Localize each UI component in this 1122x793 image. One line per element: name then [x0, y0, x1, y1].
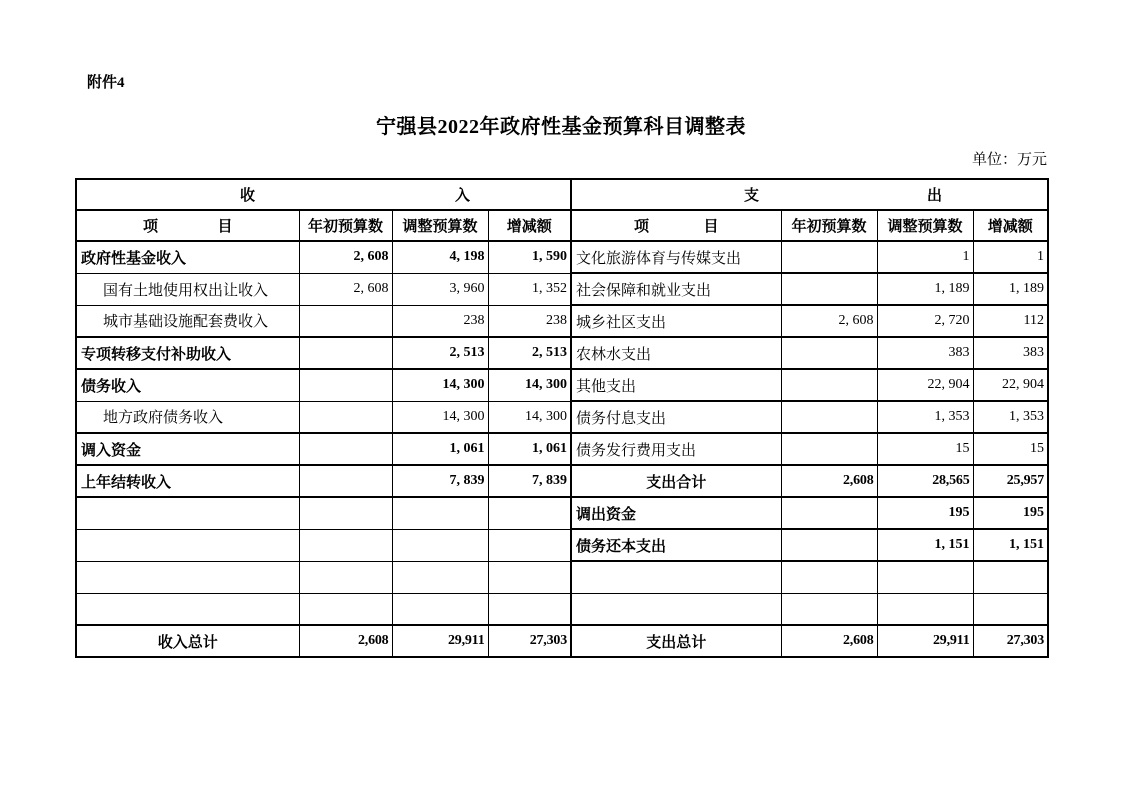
- expense-adjusted-cell: 22, 904: [877, 369, 973, 401]
- income-change-cell: [488, 497, 571, 529]
- income-adjusted-column-header: 调整预算数: [392, 210, 488, 241]
- expense-change-cell: 25,957: [973, 465, 1048, 497]
- income-adjusted-cell: [392, 529, 488, 561]
- table-header: [76, 179, 1048, 241]
- section-header-row: [76, 179, 1048, 210]
- expense-initial-cell: [781, 337, 877, 369]
- table-row: [76, 273, 1048, 305]
- income-adjusted-cell: [392, 497, 488, 529]
- page-title: 宁强县2022年政府性基金预算科目调整表: [376, 116, 746, 138]
- expense-item-column-header: 项 目: [571, 210, 781, 241]
- income-change-cell: 1, 352: [488, 273, 571, 305]
- expense-change-cell: 1: [973, 241, 1048, 273]
- income-adjusted-cell: 2, 513: [392, 337, 488, 369]
- income-section-header: 收 入: [76, 179, 571, 210]
- expense-item-cell: [571, 593, 781, 625]
- expense-change-cell: 15: [973, 433, 1048, 465]
- expense-item-cell: 债务付息支出: [571, 401, 781, 433]
- expense-adjusted-cell: 383: [877, 337, 973, 369]
- income-item-cell: [76, 561, 299, 593]
- expense-item-cell: 文化旅游体育与传媒支出: [571, 241, 781, 273]
- income-adjusted-cell: 29,911: [392, 625, 488, 657]
- expense-adjusted-column-header: 调整预算数: [877, 210, 973, 241]
- expense-change-cell: 27,303: [973, 625, 1048, 657]
- expense-change-cell: 1, 189: [973, 273, 1048, 305]
- income-change-cell: 7, 839: [488, 465, 571, 497]
- table-row: [76, 241, 1048, 273]
- table-row: [76, 305, 1048, 337]
- income-item-cell: 调入资金: [76, 433, 299, 465]
- expense-initial-cell: [781, 593, 877, 625]
- income-item-cell: 专项转移支付补助收入: [76, 337, 299, 369]
- income-item-cell: 国有土地使用权出让收入: [76, 273, 299, 305]
- expense-change-cell: 112: [973, 305, 1048, 337]
- income-change-column-header: 增减额: [488, 210, 571, 241]
- income-item-cell: 上年结转收入: [76, 465, 299, 497]
- income-change-cell: [488, 561, 571, 593]
- income-adjusted-cell: 14, 300: [392, 369, 488, 401]
- expense-item-cell: 支出总计: [571, 625, 781, 657]
- expense-initial-cell: [781, 433, 877, 465]
- income-adjusted-cell: 238: [392, 305, 488, 337]
- expense-item-cell: 债务发行费用支出: [571, 433, 781, 465]
- attachment-label: 附件4: [87, 75, 125, 91]
- expense-adjusted-cell: 15: [877, 433, 973, 465]
- expense-item-cell: 城乡社区支出: [571, 305, 781, 337]
- income-adjusted-cell: 3, 960: [392, 273, 488, 305]
- income-item-column-header: 项 目: [76, 210, 299, 241]
- expense-adjusted-cell: [877, 593, 973, 625]
- income-change-cell: 238: [488, 305, 571, 337]
- expense-initial-cell: [781, 529, 877, 561]
- income-item-cell: 收入总计: [76, 625, 299, 657]
- expense-adjusted-cell: 29,911: [877, 625, 973, 657]
- expense-item-cell: 农林水支出: [571, 337, 781, 369]
- income-item-cell: 政府性基金收入: [76, 241, 299, 273]
- income-adjusted-cell: 1, 061: [392, 433, 488, 465]
- income-initial-cell: [299, 593, 392, 625]
- income-initial-cell: [299, 465, 392, 497]
- expense-change-cell: 1, 353: [973, 401, 1048, 433]
- expense-item-cell: [571, 561, 781, 593]
- expense-adjusted-cell: 1, 189: [877, 273, 973, 305]
- expense-adjusted-cell: 28,565: [877, 465, 973, 497]
- expense-initial-cell: 2, 608: [781, 305, 877, 337]
- expense-initial-cell: [781, 401, 877, 433]
- income-initial-cell: 2, 608: [299, 273, 392, 305]
- table-row: [76, 529, 1048, 561]
- expense-item-cell: 支出合计: [571, 465, 781, 497]
- income-adjusted-cell: 14, 300: [392, 401, 488, 433]
- expense-change-cell: [973, 561, 1048, 593]
- income-item-cell: [76, 529, 299, 561]
- table-row: [76, 337, 1048, 369]
- income-initial-cell: [299, 561, 392, 593]
- expense-adjusted-cell: 1: [877, 241, 973, 273]
- income-initial-column-header: 年初预算数: [299, 210, 392, 241]
- income-initial-cell: [299, 529, 392, 561]
- expense-adjusted-cell: 195: [877, 497, 973, 529]
- table-row: [76, 369, 1048, 401]
- expense-change-cell: [973, 593, 1048, 625]
- expense-initial-cell: [781, 241, 877, 273]
- table-row: [76, 433, 1048, 465]
- income-adjusted-cell: 7, 839: [392, 465, 488, 497]
- income-initial-cell: 2, 608: [299, 241, 392, 273]
- income-item-cell: 债务收入: [76, 369, 299, 401]
- expense-change-cell: 1, 151: [973, 529, 1048, 561]
- income-initial-cell: [299, 337, 392, 369]
- expense-adjusted-cell: 1, 151: [877, 529, 973, 561]
- table-row: [76, 625, 1048, 657]
- expense-initial-cell: 2,608: [781, 625, 877, 657]
- expense-initial-cell: [781, 273, 877, 305]
- expense-item-cell: 社会保障和就业支出: [571, 273, 781, 305]
- expense-adjusted-cell: 1, 353: [877, 401, 973, 433]
- expense-adjusted-cell: [877, 561, 973, 593]
- income-change-cell: 1, 590: [488, 241, 571, 273]
- table-row: [76, 497, 1048, 529]
- income-change-cell: [488, 593, 571, 625]
- income-change-cell: 1, 061: [488, 433, 571, 465]
- expense-initial-cell: [781, 561, 877, 593]
- income-change-cell: [488, 529, 571, 561]
- expense-change-cell: 22, 904: [973, 369, 1048, 401]
- table-body: [76, 241, 1048, 657]
- income-adjusted-cell: [392, 561, 488, 593]
- expense-initial-cell: [781, 497, 877, 529]
- table-row: [76, 593, 1048, 625]
- expense-initial-column-header: 年初预算数: [781, 210, 877, 241]
- expense-section-header: 支 出: [571, 179, 1048, 210]
- expense-adjusted-cell: 2, 720: [877, 305, 973, 337]
- income-item-cell: 地方政府债务收入: [76, 401, 299, 433]
- income-initial-cell: [299, 305, 392, 337]
- income-initial-cell: [299, 497, 392, 529]
- expense-change-cell: 383: [973, 337, 1048, 369]
- income-initial-cell: [299, 401, 392, 433]
- budget-table: [75, 178, 1049, 658]
- table-row: [76, 561, 1048, 593]
- income-item-cell: [76, 497, 299, 529]
- table-row: [76, 401, 1048, 433]
- expense-initial-cell: [781, 369, 877, 401]
- income-change-cell: 14, 300: [488, 401, 571, 433]
- table-row: [76, 465, 1048, 497]
- income-initial-cell: 2,608: [299, 625, 392, 657]
- column-header-row: [76, 210, 1048, 241]
- income-initial-cell: [299, 369, 392, 401]
- expense-change-column-header: 增减额: [973, 210, 1048, 241]
- expense-item-cell: 其他支出: [571, 369, 781, 401]
- income-adjusted-cell: 4, 198: [392, 241, 488, 273]
- expense-change-cell: 195: [973, 497, 1048, 529]
- income-item-cell: 城市基础设施配套费收入: [76, 305, 299, 337]
- expense-item-cell: 债务还本支出: [571, 529, 781, 561]
- expense-item-cell: 调出资金: [571, 497, 781, 529]
- income-adjusted-cell: [392, 593, 488, 625]
- unit-label: 单位：万元: [971, 152, 1047, 168]
- income-item-cell: [76, 593, 299, 625]
- income-change-cell: 27,303: [488, 625, 571, 657]
- income-initial-cell: [299, 433, 392, 465]
- income-change-cell: 14, 300: [488, 369, 571, 401]
- income-change-cell: 2, 513: [488, 337, 571, 369]
- expense-initial-cell: 2,608: [781, 465, 877, 497]
